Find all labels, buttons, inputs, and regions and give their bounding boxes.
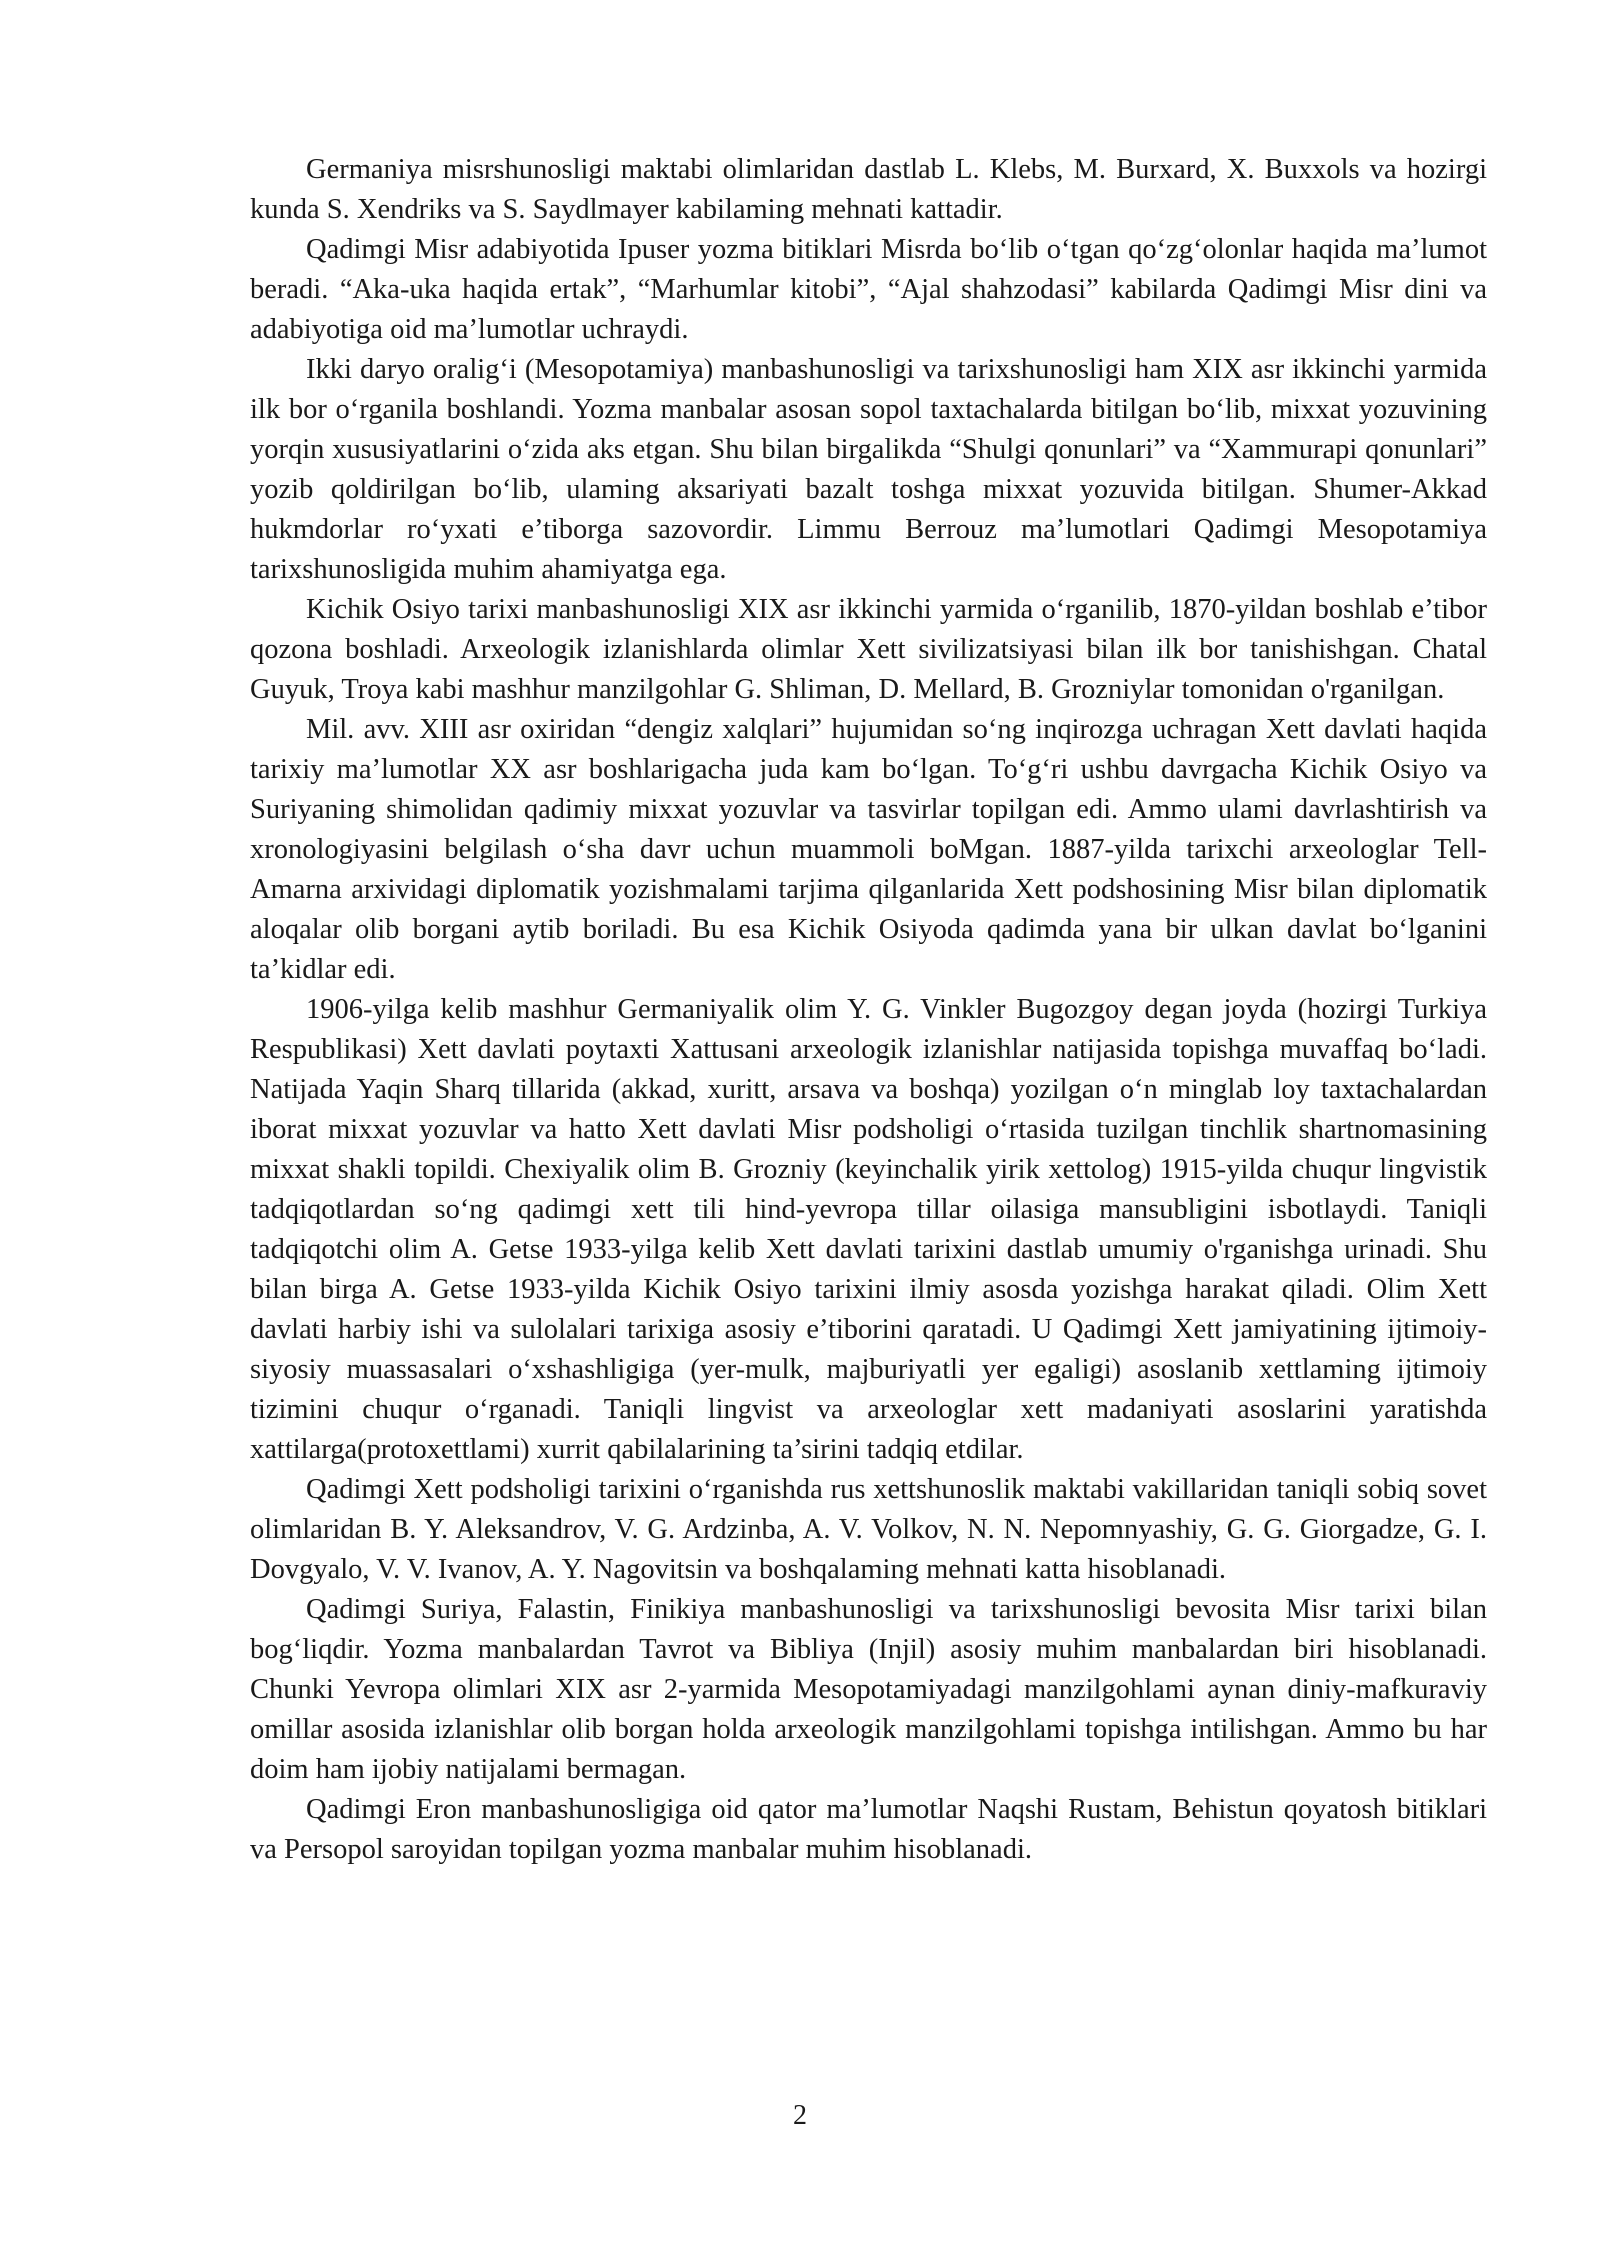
paragraph: Mil. avv. XIII asr oxiridan “dengiz xalqlari” hujumidan so‘ng inqirozga uchragan Xett davlati haqida tarixiy ma’lumotlar XX asr boshlarigacha juda kam bo‘lgan. To‘g‘ri ushbu davrgacha Kichik Osiyo va Suriyaning shimolidan qadimiy mixxat yozuvlar va tasvirlar topilgan edi. Ammo ulami davrlashtirish va xronologiyasini belgilash o‘sha davr uchun muammoli boMgan. 1887-yilda tarixchi arxeologlar Tell-Amarna arxividagi diplomatik yozishmalami tarjima qilganlarida Xett podshosining Misr bilan diplomatik aloqalar olib borgani aytib boriladi. Bu esa Kichik Osiyoda qadimda yana bir ulkan davlat bo‘lganini ta’kidlar edi. xyxy=(250,714,1487,985)
page-number: 2 xyxy=(793,2100,807,2131)
paragraph: Qadimgi Eron manbashunosligiga oid qator ma’lumotlar Naqshi Rustam, Behistun qoyatosh bitiklari va Persopol saroyidan topilgan yozma manbalar muhim hisoblanadi. xyxy=(250,1794,1487,1865)
paragraph: Germaniya misrshunosligi maktabi olimlaridan dastlab L. Klebs, M. Burxard, X. Buxxols va hozirgi kunda S. Xendriks va S. Saydlmayer kabilaming mehnati kattadir. xyxy=(250,154,1487,225)
paragraph: Qadimgi Misr adabiyotida Ipuser yozma bitiklari Misrda bo‘lib o‘tgan qo‘zg‘olonlar haqida ma’lumot beradi. “Aka-uka haqida ertak”, “Marhumlar kitobi”, “Ajal shahzodasi” kabilarda Qadimgi Misr dini va adabiyotiga oid ma’lumotlar uchraydi. xyxy=(250,234,1487,345)
document-body xyxy=(250,150,1487,1870)
paragraph: Qadimgi Suriya, Falastin, Finikiya manbashunosligi va tarixshunosligi bevosita Misr tarixi bilan bog‘liqdir. Yozma manbalardan Tavrot va Bibliya (Injil) asosiy muhim manbalardan biri hisoblanadi. Chunki Yevropa olimlari XIX asr 2-yarmida Mesopotamiyadagi manzilgohlami aynan diniy-mafkuraviy omillar asosida izlanishlar olib borgan holda arxeologik manzilgohlami topishga intilishgan. Ammo bu har doim ham ijobiy natijalami bermagan. xyxy=(250,1594,1487,1785)
paragraph: Qadimgi Xett podsholigi tarixini o‘rganishda rus xettshunoslik maktabi vakillaridan taniqli sobiq sovet olimlaridan B. Y. Aleksandrov, V. G. Ardzinba, A. V. Volkov, N. N. Nepomnyashiy, G. G. Giorgadze, G. I. Dovgyalo, V. V. Ivanov, A. Y. Nagovitsin va boshqalaming mehnati katta hisoblanadi. xyxy=(250,1474,1487,1585)
paragraph: 1906-yilga kelib mashhur Germaniyalik olim Y. G. Vinkler Bugozgoy degan joyda (hozirgi Turkiya Respublikasi) Xett davlati poytaxti Xattusani arxeologik izlanishlar natijasida topishga muvaffaq bo‘ladi. Natijada Yaqin Sharq tillarida (akkad, xuritt, arsava va boshqa) yozilgan o‘n minglab loy taxtachalardan iborat mixxat yozuvlar va hatto Xett davlati Misr podsholigi o‘rtasida tuzilgan tinchlik shartnomasining mixxat shakli topildi. Chexiyalik olim B. Grozniy (keyinchalik yirik xettolog) 1915-yilda chuqur lingvistik tadqiqotlardan so‘ng qadimgi xett tili hind-yevropa tillar oilasiga mansubligini isbotlaydi. Taniqli tadqiqotchi olim A. Getse 1933-yilga kelib Xett davlati tarixini dastlab umumiy o'rganishga urinadi. Shu bilan birga A. Getse 1933-yilda Kichik Osiyo tarixini ilmiy asosda yozishga harakat qiladi. Olim Xett davlati harbiy ishi va sulolalari tarixiga asosiy e’tiborini qaratadi. U Qadimgi Xett jamiyatining ijtimoiy-siyosiy muassasalari o‘xshashligiga (yer-mulk, majburiyatli yer egaligi) asoslanib xettlaming ijtimoiy tizimini chuqur o‘rganadi. Taniqli lingvist va arxeologlar xett madaniyati asoslarini yaratishda xattilarga(protoxettlami) xurrit qabilalarining ta’sirini tadqiq etdilar. xyxy=(250,994,1487,1465)
paragraph: Kichik Osiyo tarixi manbashunosligi XIX asr ikkinchi yarmida o‘rganilib, 1870-yildan boshlab e’tibor qozona boshladi. Arxeologik izlanishlarda olimlar Xett sivilizatsiyasi bilan ilk bor tanishishgan. Chatal Guyuk, Troya kabi mashhur manzilgohlar G. Shliman, D. Mellard, B. Grozniylar tomonidan o'rganilgan. xyxy=(250,594,1487,705)
paragraph: Ikki daryo oralig‘i (Mesopotamiya) manbashunosligi va tarixshunosligi ham XIX asr ikkinchi yarmida ilk bor o‘rganila boshlandi. Yozma manbalar asosan sopol taxtachalarda bitilgan bo‘lib, mixxat yozuvining yorqin xususiyatlarini o‘zida aks etgan. Shu bilan birgalikda “Shulgi qonunlari” va “Xammurapi qonunlari” yozib qoldirilgan bo‘lib, ulaming aksariyati bazalt toshga mixxat yozuvida bitilgan. Shumer-Akkad hukmdorlar ro‘yxati e’tiborga sazovordir. Limmu Berrouz ma’lumotlari Qadimgi Mesopotamiya tarixshunosligida muhim ahamiyatga ega. xyxy=(250,354,1487,585)
